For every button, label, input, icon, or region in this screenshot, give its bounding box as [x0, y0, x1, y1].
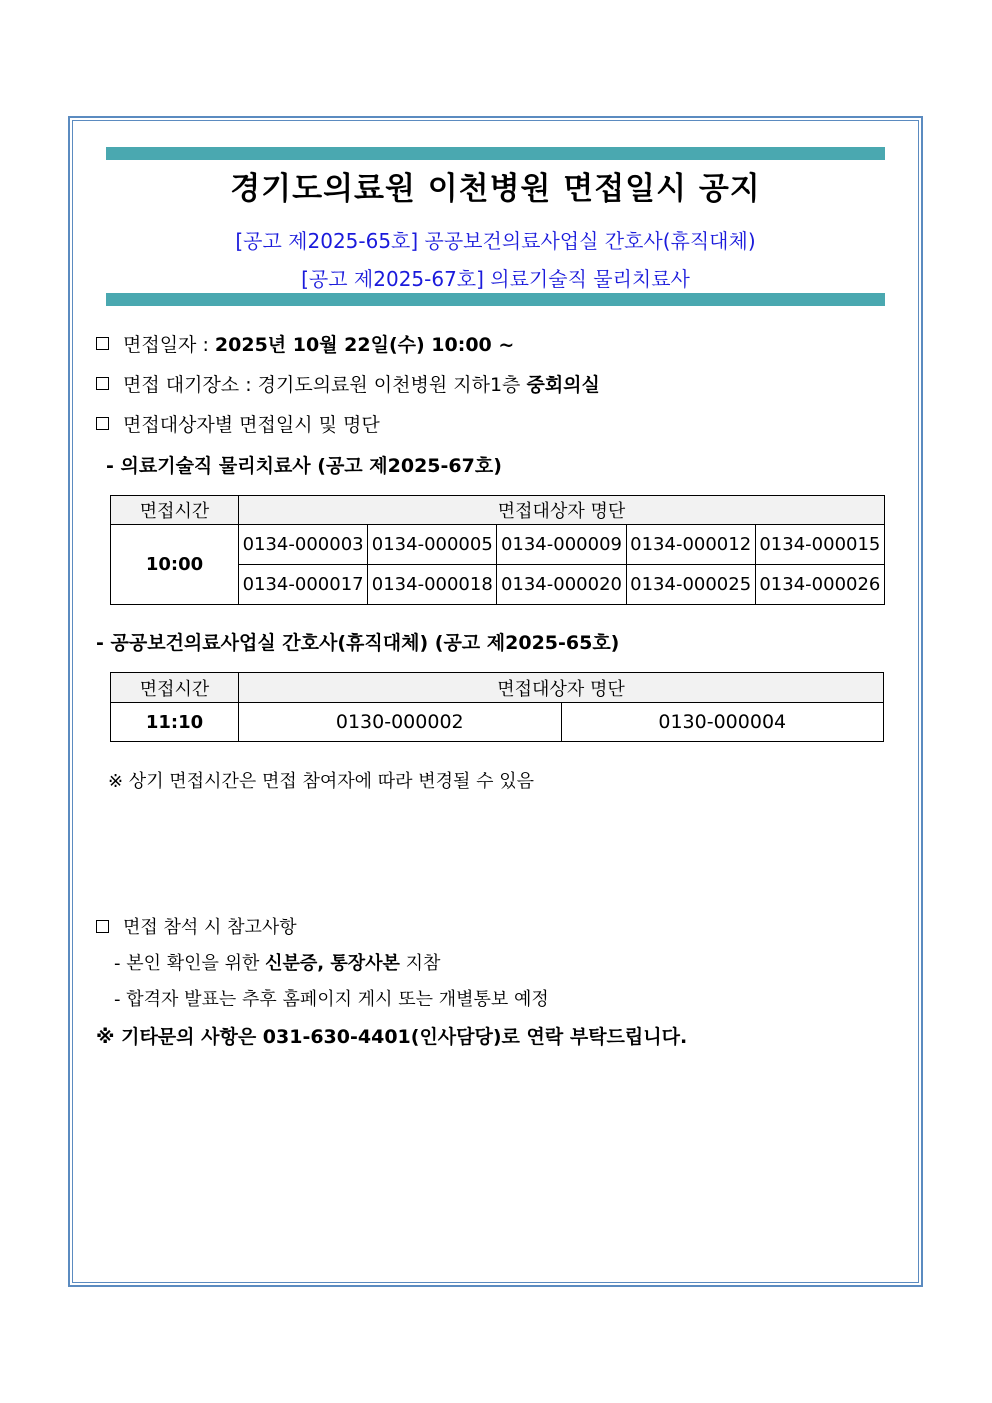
section2-table [110, 672, 884, 742]
col-names-header: 면접대상자 명단 [239, 673, 884, 703]
col-names-header: 면접대상자 명단 [239, 496, 885, 525]
candidate-id: 0134-000005 [368, 525, 497, 565]
col-time-header: 면접시간 [111, 673, 239, 703]
section2-heading: - 공공보건의료사업실 간호사(휴직대체) (공고 제2025-65호) [96, 632, 620, 654]
header-bar-bottom [106, 293, 885, 306]
candidate-id: 0134-000012 [626, 525, 755, 565]
schedule-note: ※ 상기 면접시간은 면접 참여자에 따라 변경될 수 있음 [108, 771, 535, 792]
candidate-id: 0134-000015 [755, 525, 884, 565]
subtitle-1: [공고 제2025-65호] 공공보건의료사업실 간호사(휴직대체) [235, 229, 756, 253]
checkbox-icon [96, 377, 109, 390]
place-label: 면접 대기장소 : 경기도의료원 이천병원 지하1층 [123, 374, 527, 396]
candidate-id: 0134-000017 [239, 565, 368, 605]
contact-info: ※ 기타문의 사항은 031-630-4401(인사담당)로 연락 부탁드립니다. [96, 1026, 688, 1048]
interview-time: 10:00 [111, 525, 239, 605]
table-row [111, 703, 884, 742]
candidate-list-label [96, 410, 380, 437]
header-bar-top [106, 147, 885, 160]
list-label: 면접대상자별 면접일시 및 명단 [123, 414, 380, 436]
candidate-id: 0130-000002 [239, 703, 562, 742]
place-value: 중회의실 [526, 374, 600, 396]
page-title: 경기도의료원 이천병원 면접일시 공지 [230, 171, 761, 207]
table-row [111, 525, 885, 565]
col-time-header: 면접시간 [111, 496, 239, 525]
waiting-place [96, 370, 600, 397]
reference-heading [96, 913, 297, 939]
interview-date [96, 330, 514, 357]
subtitle-2: [공고 제2025-67호] 의료기술직 물리치료사 [301, 267, 690, 291]
date-value: 2025년 10월 22일(수) 10:00 ~ [214, 334, 515, 356]
date-label: 면접일자 : [123, 334, 215, 356]
candidate-id: 0130-000004 [561, 703, 884, 742]
candidate-id: 0134-000009 [497, 525, 626, 565]
checkbox-icon [96, 920, 109, 933]
section1-heading: - 의료기술직 물리치료사 (공고 제2025-67호) [106, 455, 502, 477]
interview-time: 11:10 [111, 703, 239, 742]
candidate-id: 0134-000018 [368, 565, 497, 605]
candidate-id: 0134-000026 [755, 565, 884, 605]
reference-item-id: - 본인 확인을 위한 신분증, 통장사본 지참 [114, 953, 441, 974]
candidate-id: 0134-000025 [626, 565, 755, 605]
required-documents: 신분증, 통장사본 [265, 953, 400, 974]
candidate-id: 0134-000020 [497, 565, 626, 605]
checkbox-icon [96, 337, 109, 350]
section1-table [110, 495, 885, 605]
candidate-id: 0134-000003 [239, 525, 368, 565]
reference-label: 면접 참석 시 참고사항 [123, 917, 297, 938]
reference-item-announcement: - 합격자 발표는 추후 홈페이지 게시 또는 개별통보 예정 [114, 989, 549, 1010]
checkbox-icon [96, 417, 109, 430]
